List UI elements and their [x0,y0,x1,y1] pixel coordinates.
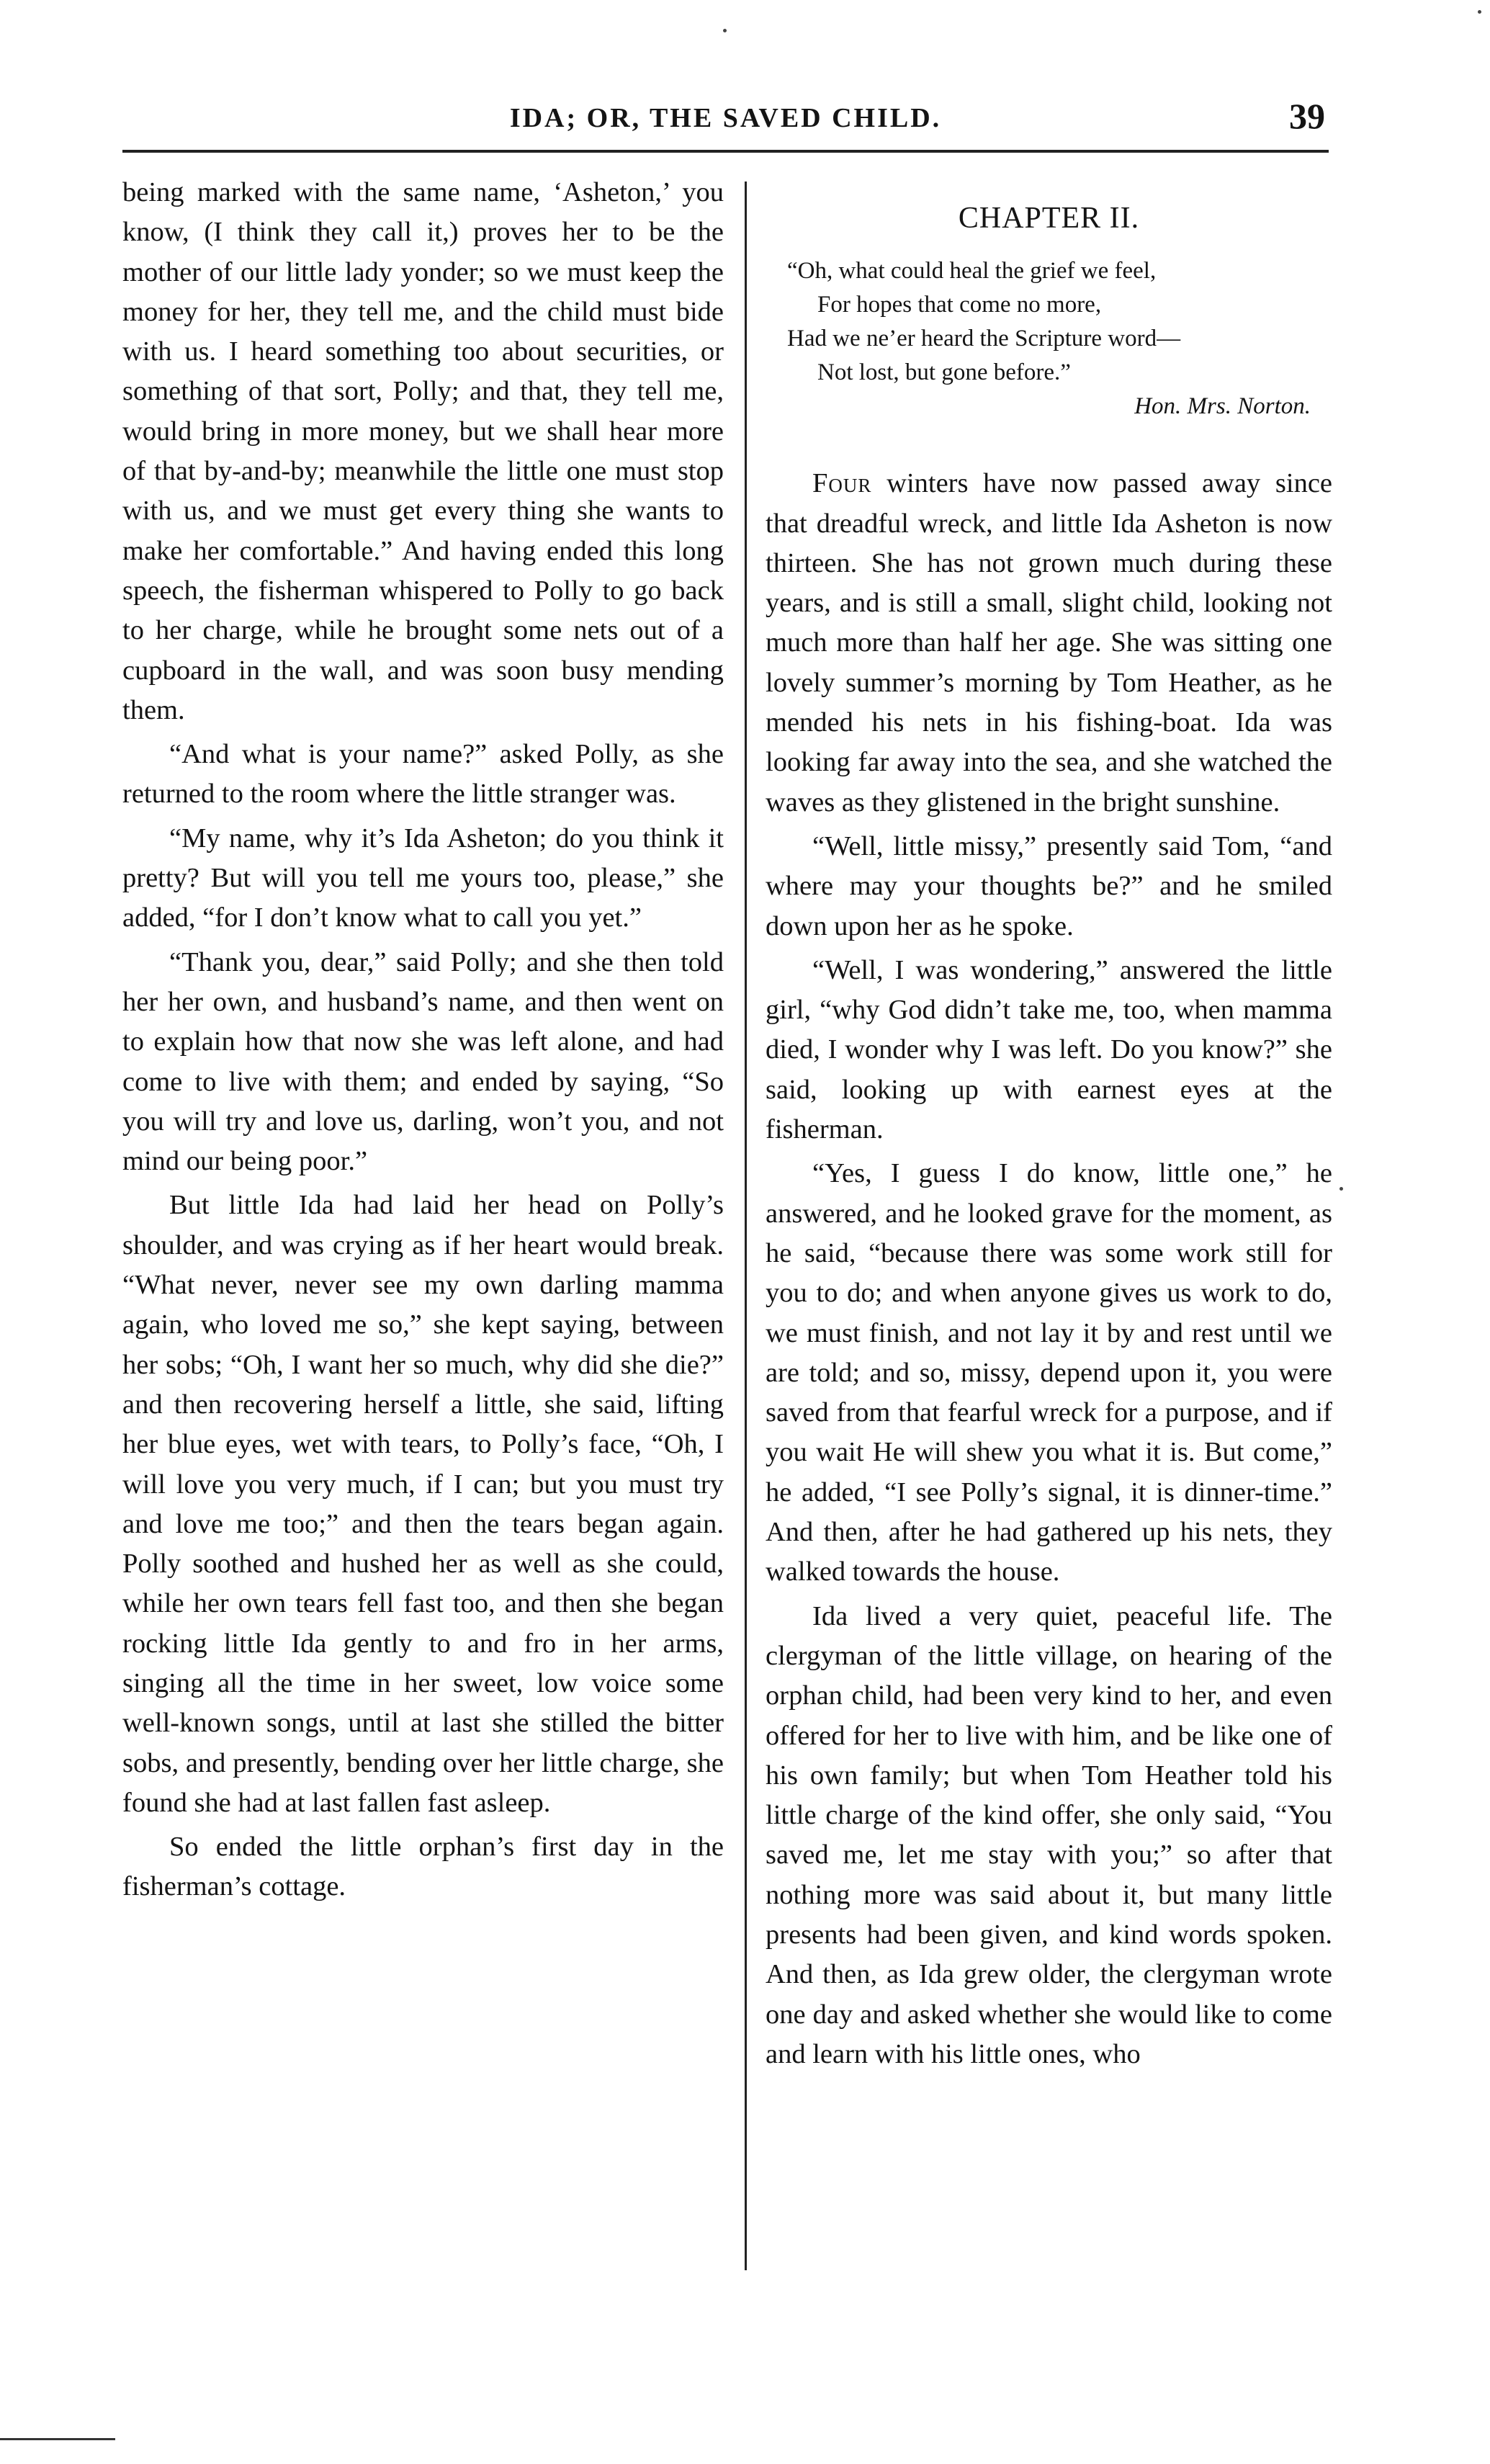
header-rule [122,150,1329,153]
paragraph-text: winters have now passed away since that dreadful wreck, and little Ida Asheton is now thirteen. She has not grown much during these years, and is still a small, slight child, looking not much more than half her age. She was sitting one lovely summer’s morning by Tom Heather, as he mended his nets in his fishing-boat. Ida was looking far away into the sea, and she watched the waves as they glistened in the bright sunshine. [766,468,1332,817]
paragraph: “Well, little missy,” presently said Tom, “and where may your thoughts be?” and he smiled down upon her as he spoke. [766,830,1332,941]
paragraph [766,464,1332,823]
paragraph: “My name, why it’s Ida Asheton; do you think it pretty? But will you tell me yours too, please,” she added, “for I don’t know what to call you yet.” [122,823,724,933]
paragraph: “Yes, I guess I do know, little one,” he answered, and he looked grave for the moment, as he said, “because there was some work still for you to do; and when anyone gives us work to do, we must finish, and not lay it by and rest until we are told; and so, missy, depend upon it, you were saved from that fearful wreck for a purpose, and if you wait He will shew you what it is. But come,” he added, “I see Polly’s signal, it is dinner-time.” And then, after he had gathered up his nets, they walked towards the house. [766,1158,1332,1587]
paragraph: So ended the little orphan’s first day in the fisherman’s cottage. [122,1832,724,1902]
epigraph-line: For hopes that come no more, [817,292,1102,318]
epigraph-line: Had we ne’er heard the Scripture word— [787,326,1181,352]
column-divider [745,182,747,2270]
paragraph: Ida lived a very quiet, peaceful life. The clergyman of the little village, on hearing of the orphan child, had been very kind to her, and even offered for her to live with him, and be like one of his own family; but when Tom Heather told his little charge of the kind offer, she only said, “You saved me, let me stay with you;” so after that nothing more was said about it, but many little presents had been given, and kind words spoken. And then, as Ida grew older, the clergyman wrote one day and asked whether she would like to come and learn with his little ones, who [766,1600,1332,2069]
opening-word: Four [812,468,872,499]
paragraph: “And what is your name?” asked Polly, as she returned to the room where the little stranger was. [122,739,724,810]
chapter-title: CHAPTER II. [958,202,1140,235]
epigraph-attribution: Hon. Mrs. Norton. [1134,393,1311,420]
running-title: IDA; OR, THE SAVED CHILD. [509,103,942,133]
running-header [122,95,1329,145]
paragraph: “Well, I was wondering,” answered the little girl, “why God didn’t take me, too, when mamma died, I wonder why I was left. Do you know?” she said, looking up with earnest eyes at the fisherman. [766,954,1332,1145]
page-number: 39 [1289,96,1325,136]
paragraph: “Thank you, dear,” said Polly; and she then told her her own, and husband’s name, and then went on to explain how that now she was left alone, and had come to live with them; and ended by saying, “So you will try and love us, darling, won’t you, and not mind our being poor.” [122,946,724,1177]
ink-speck [1478,10,1481,14]
epigraph-line: Not lost, but gone before.” [817,359,1071,386]
ink-speck [723,29,727,32]
margin-mark [0,2438,115,2440]
chapter-heading-block [766,199,1332,424]
epigraph-line: “Oh, what could heal the grief we feel, [787,258,1157,285]
right-column [766,173,1332,2079]
paragraph: But little Ida had laid her head on Polly’s shoulder, and was crying as if her heart would break. “What never, never see my own darling mamma again, who loved me so,” she kept saying, between her sobs; “Oh, I want her so much, why did she die?” and then recovering herself a little, she said, lifting her blue eyes, wet with tears, to Polly’s face, “Oh, I will love you very much, if I can; but you must try and love me too;” and then the tears began again. Polly soothed and hushed her as well as she could, while her own tears fell fast too, and then she began rocking little Ida gently to and fro in her arms, singing all the time in her sweet, low voice some well-known songs, until at last she stilled the bitter sobs, and presently, bending over her little charge, she found she had at last fallen fast asleep. [122,1190,724,1818]
left-column [122,173,724,1912]
epigraph [787,254,1332,424]
ink-speck [1339,1187,1343,1191]
paragraph: being marked with the same name, ‘Asheton,’ you know, (I think they call it,) proves her to be the mother of our little lady yonder; so we must keep the money for her, they tell me, and the child must bide with us. I heard something too about securities, or something of that sort, Polly; and that, they tell me, would bring in more money, but we shall hear more of that by-and-by; meanwhile the little one must stop with us, and we must get every thing she wants to make her comfortable.” And having ended this long speech, the fisherman whispered to Polly to go back to her charge, while he brought some nets out of a cupboard in the wall, and was soon busy mending them. [122,177,724,725]
